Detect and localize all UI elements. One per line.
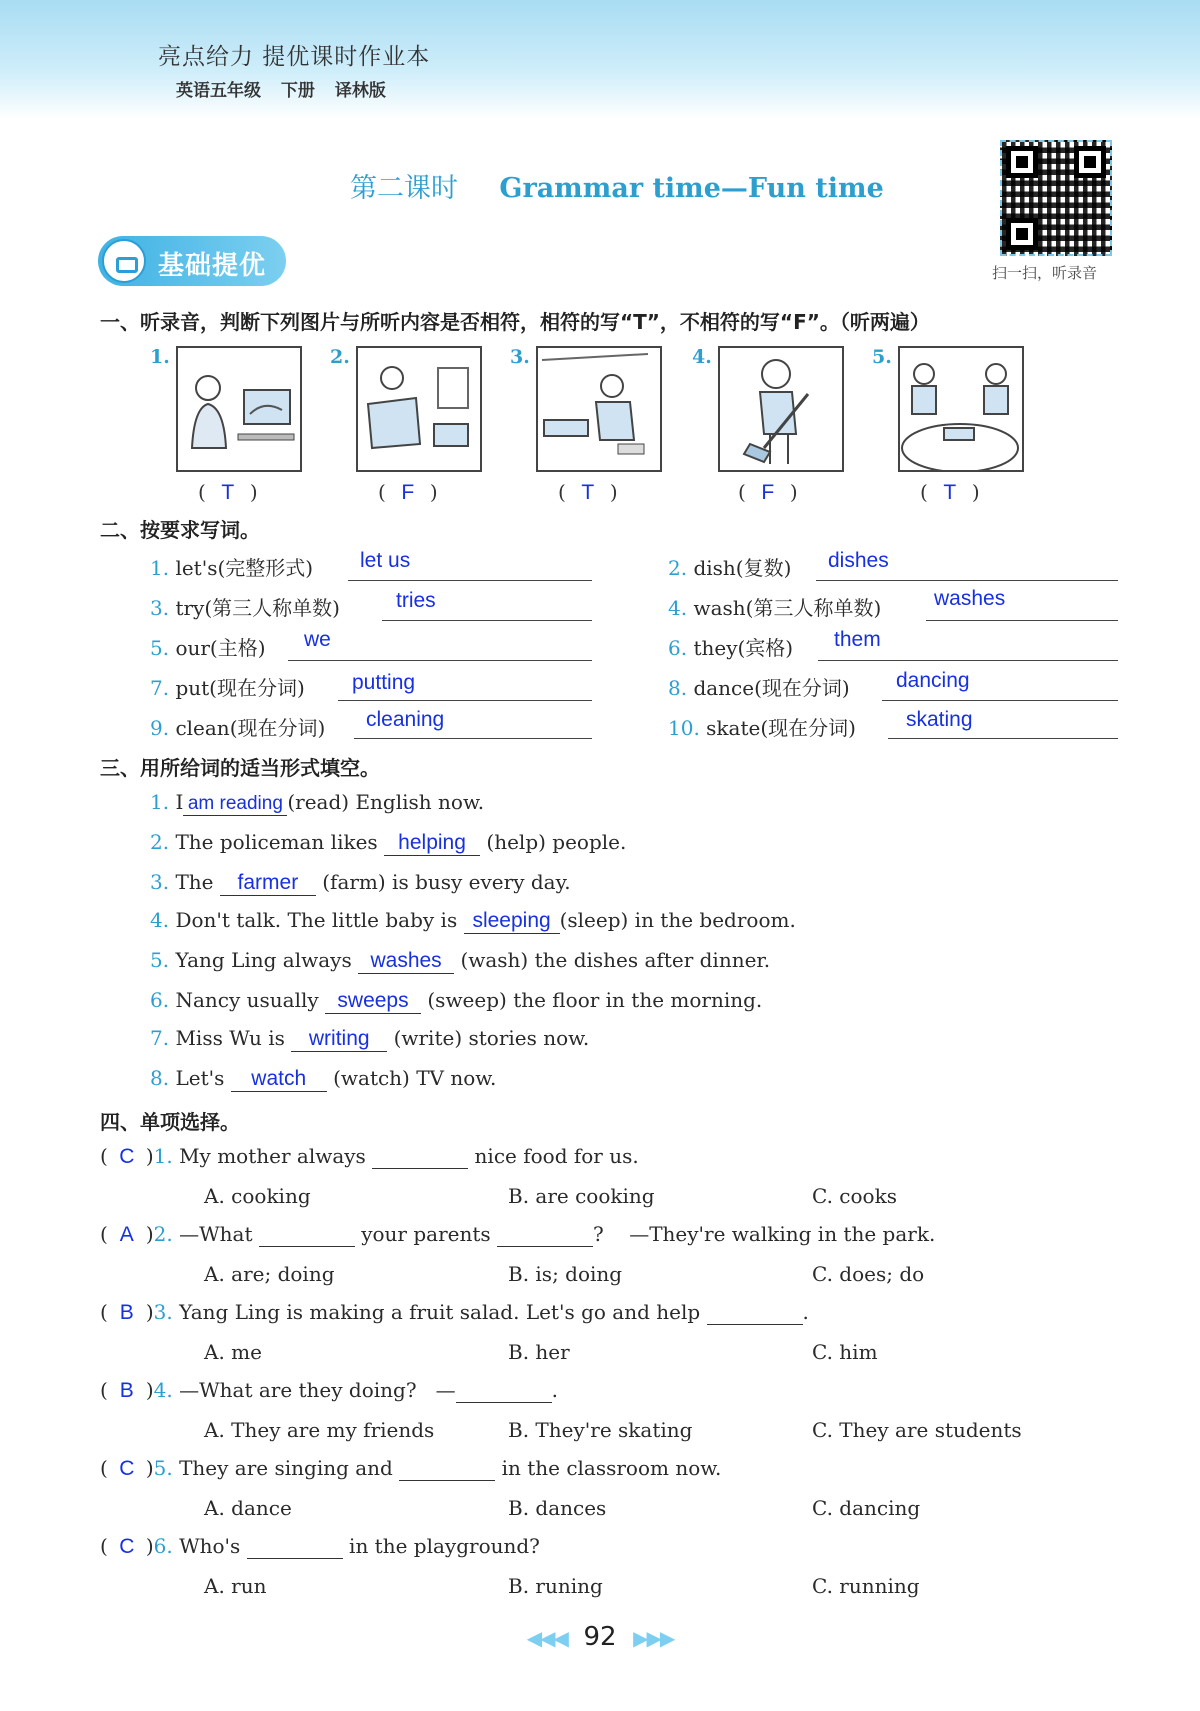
section1-title: 一、听录音，判断下列图片与所听内容是否相符，相符的写“T”，不相符的写“F”。（听两遍） bbox=[100, 310, 930, 334]
mc-answer: A bbox=[119, 1223, 134, 1246]
picture-man-washing-dishes bbox=[536, 346, 662, 472]
qr-code-icon[interactable] bbox=[1000, 140, 1112, 256]
book-title: 亮点给力 提优课时作业本 bbox=[158, 44, 431, 70]
option-a[interactable]: A. me bbox=[204, 1340, 262, 1364]
book-subtitle: 英语五年级 下册 译林版 bbox=[176, 81, 386, 101]
answer-line[interactable] bbox=[288, 660, 592, 661]
next-arrows-icon: ▶▶▶ bbox=[633, 1626, 674, 1650]
fill-blank[interactable]: farmer bbox=[220, 871, 316, 896]
word-item: 1. let's(完整形式) bbox=[150, 556, 314, 580]
answer-line[interactable] bbox=[926, 620, 1118, 621]
mc-answer: C bbox=[119, 1457, 135, 1480]
answer-text: washes bbox=[934, 587, 1006, 610]
book-stack-icon bbox=[102, 239, 146, 283]
mc-blank[interactable] bbox=[372, 1144, 468, 1169]
option-a[interactable]: A. run bbox=[204, 1574, 267, 1598]
answer-line[interactable] bbox=[382, 620, 592, 621]
option-a[interactable]: A. are; doing bbox=[204, 1262, 335, 1286]
section2-title: 二、按要求写词。 bbox=[100, 518, 260, 542]
lesson-title bbox=[350, 166, 884, 205]
fill-blank[interactable]: writing bbox=[291, 1027, 387, 1052]
mc-question: ( C )5. They are singing and in the classroom now. bbox=[100, 1456, 722, 1480]
section4-title: 四、单项选择。 bbox=[100, 1110, 240, 1134]
word-item: 6. they(宾格) bbox=[668, 636, 794, 660]
fill-blank[interactable]: sweeps bbox=[325, 989, 421, 1014]
mc-blank[interactable] bbox=[456, 1378, 552, 1403]
answer-text: skating bbox=[906, 708, 973, 731]
word-item: 8. dance(现在分词) bbox=[668, 676, 850, 700]
option-c[interactable]: C. running bbox=[812, 1574, 920, 1598]
option-c[interactable]: C. him bbox=[812, 1340, 878, 1364]
fill-blank[interactable]: helping bbox=[384, 831, 480, 856]
answer-line[interactable] bbox=[816, 580, 1118, 581]
word-item: 3. try(第三人称单数) bbox=[150, 596, 340, 620]
option-a[interactable]: A. They are my friends bbox=[204, 1418, 435, 1442]
mc-question: ( B )3. Yang Ling is making a fruit salad. Let's go and help . bbox=[100, 1300, 809, 1324]
mc-question: ( B )4. —What are they doing? — . bbox=[100, 1378, 559, 1402]
fill-item: 5. Yang Ling always washes (wash) the dishes after dinner. bbox=[150, 948, 771, 972]
word-item: 9. clean(现在分词) bbox=[150, 716, 326, 740]
option-c[interactable]: C. cooks bbox=[812, 1184, 897, 1208]
mc-answer: B bbox=[119, 1379, 134, 1402]
mc-question: ( C )1. My mother always nice food for us. bbox=[100, 1144, 639, 1168]
picture-children-reading bbox=[898, 346, 1024, 472]
word-item: 7. put(现在分词) bbox=[150, 676, 305, 700]
prev-arrows-icon: ◀◀◀ bbox=[526, 1626, 567, 1650]
option-b[interactable]: B. her bbox=[508, 1340, 570, 1364]
fill-item: 2. The policeman likes helping (help) people. bbox=[150, 830, 627, 854]
answer-text: them bbox=[834, 628, 881, 651]
badge-label: 基础提优 bbox=[158, 251, 267, 281]
lesson-title-cn: 第二课时 bbox=[350, 173, 458, 204]
fill-item: 4. Don't talk. The little baby is sleeping (sleep) in the bedroom. bbox=[150, 908, 796, 932]
mc-question: ( A )2. —What your parents ? —They're walking in the park. bbox=[100, 1222, 936, 1246]
word-item: 10. skate(现在分词) bbox=[668, 716, 856, 740]
fill-blank[interactable]: sleeping bbox=[464, 909, 560, 934]
option-c[interactable]: C. They are students bbox=[812, 1418, 1022, 1442]
answer-text: dishes bbox=[828, 549, 889, 572]
word-item: 2. dish(复数) bbox=[668, 556, 792, 580]
answer-line[interactable] bbox=[348, 580, 592, 581]
option-b[interactable]: B. They're skating bbox=[508, 1418, 693, 1442]
answer-4: ( F ) bbox=[738, 480, 798, 504]
picture-boy-watching-tv bbox=[176, 346, 302, 472]
answer-text: let us bbox=[360, 549, 411, 572]
option-a[interactable]: A. cooking bbox=[204, 1184, 311, 1208]
answer-text: dancing bbox=[896, 669, 970, 692]
option-b[interactable]: B. dances bbox=[508, 1496, 607, 1520]
mc-answer: C bbox=[119, 1535, 135, 1558]
fill-item: 1. I am reading (read) English now. bbox=[150, 790, 485, 814]
picture-number: 2. bbox=[330, 346, 350, 368]
answer-text: tries bbox=[396, 589, 436, 612]
qr-caption: 扫一扫，听录音 bbox=[992, 264, 1098, 282]
answer-line[interactable] bbox=[354, 738, 592, 739]
picture-number: 4. bbox=[692, 346, 712, 368]
picture-number: 3. bbox=[510, 346, 530, 368]
section3-title: 三、用所给词的适当形式填空。 bbox=[100, 756, 380, 780]
answer-line[interactable] bbox=[338, 700, 592, 701]
answer-line[interactable] bbox=[818, 660, 1118, 661]
picture-number: 1. bbox=[150, 346, 170, 368]
word-item: 5. our(主格) bbox=[150, 636, 266, 660]
mc-question: ( C )6. Who's in the playground? bbox=[100, 1534, 540, 1558]
answer-5: ( T ) bbox=[920, 480, 980, 504]
answer-line[interactable] bbox=[882, 700, 1118, 701]
option-c[interactable]: C. does; do bbox=[812, 1262, 925, 1286]
option-b[interactable]: B. are cooking bbox=[508, 1184, 655, 1208]
option-a[interactable]: A. dance bbox=[204, 1496, 292, 1520]
picture-number: 5. bbox=[872, 346, 892, 368]
mc-blank[interactable] bbox=[497, 1222, 593, 1247]
mc-answer: C bbox=[119, 1145, 135, 1168]
fill-blank[interactable]: am reading bbox=[183, 793, 287, 816]
answer-1: ( T ) bbox=[198, 480, 258, 504]
answer-line[interactable] bbox=[888, 738, 1118, 739]
mc-answer: B bbox=[119, 1301, 134, 1324]
picture-boy-sweeping bbox=[718, 346, 844, 472]
lesson-title-en: Grammar time—Fun time bbox=[499, 173, 884, 204]
answer-text: we bbox=[304, 628, 331, 651]
fill-blank[interactable]: washes bbox=[358, 949, 454, 974]
answer-text: putting bbox=[352, 671, 416, 694]
option-b[interactable]: B. runing bbox=[508, 1574, 603, 1598]
answer-3: ( T ) bbox=[558, 480, 618, 504]
picture-boy-folding-clothes bbox=[356, 346, 482, 472]
fill-item: 6. Nancy usually sweeps (sweep) the floor in the morning. bbox=[150, 988, 763, 1012]
fill-item: 8. Let's watch (watch) TV now. bbox=[150, 1066, 497, 1090]
section-badge bbox=[98, 236, 286, 286]
answer-text: cleaning bbox=[366, 708, 445, 731]
fill-item: 3. The farmer (farm) is busy every day. bbox=[150, 870, 571, 894]
fill-blank[interactable]: watch bbox=[231, 1067, 327, 1092]
page-number: 92 bbox=[583, 1622, 617, 1652]
option-c[interactable]: C. dancing bbox=[812, 1496, 921, 1520]
word-item: 4. wash(第三人称单数) bbox=[668, 596, 882, 620]
mc-blank[interactable] bbox=[399, 1456, 495, 1481]
mc-blank[interactable] bbox=[259, 1222, 355, 1247]
mc-blank[interactable] bbox=[247, 1534, 343, 1559]
mc-blank[interactable] bbox=[707, 1300, 803, 1325]
fill-item: 7. Miss Wu is writing (write) stories now. bbox=[150, 1026, 590, 1050]
page-footer bbox=[0, 1622, 1200, 1652]
option-b[interactable]: B. is; doing bbox=[508, 1262, 623, 1286]
answer-2: ( F ) bbox=[378, 480, 438, 504]
